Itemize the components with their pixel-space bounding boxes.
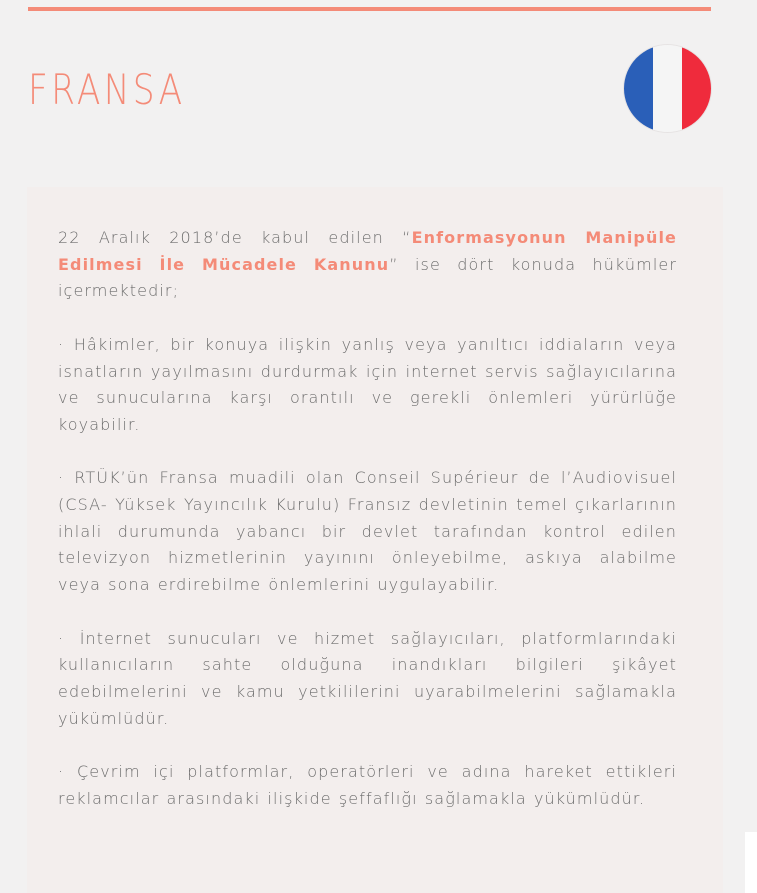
intro-prefix: 22 Aralık 2018’de kabul edilen “ [58, 228, 412, 247]
flag-stripe-white [653, 45, 682, 132]
france-flag-icon [624, 45, 711, 132]
bullet-item-1: · Hâkimler, bir konuya ilişkin yanlış veya yanıltıcı iddiaların veya isnatların yayılmasını durdurmak için internet servis sağlayıcılarına ve sunucularına karşı orantılı ve gerekli önlemleri yürürlüğe koyabilir. [58, 334, 677, 434]
flag-stripe-red [682, 45, 711, 132]
bullet-item-4: · Çevrim içi platformlar, operatörleri ve adına hareket ettikleri reklamcılar arasındaki ilişkide şeffaflığı sağlamakla yükümlüdür. [58, 762, 677, 808]
flag-stripe-blue [624, 45, 653, 132]
bullet-item-3: · İnternet sunucuları ve hizmet sağlayıcıları, platformlarındaki kullanıcıların sahte olduğuna inandıkları bilgileri şikâyet edebilmelerini ve kamu yetkililerini uyarabilmelerini sağlamakla yükümlüdür. [58, 628, 677, 728]
intro-suffix: ” ise dört konuda hükümler içermektedir; [58, 254, 677, 301]
intro-paragraph [58, 225, 677, 305]
content-body [58, 225, 677, 839]
page-title: FRANSA [28, 65, 186, 114]
bullet-item-2: · RTÜK’ün Fransa muadili olan Conseil Supérieur de l’Audiovisuel (CSA- Yüksek Yayıncılık Kurulu) Fransız devletinin temel çıkarlarının ihlali durumunda yabancı bir devlet tarafından kontrol edilen televizyon hizmetlerinin yayınını önleyebilme, askıya alabilme veya sona erdirebilme önlemlerini uygulayabilir. [58, 468, 677, 595]
law-name: Enformasyonun Manipüle Edilmesi İle Mücadele Kanunu [58, 228, 677, 274]
top-accent-rule [28, 7, 711, 11]
page-edge [745, 832, 757, 893]
